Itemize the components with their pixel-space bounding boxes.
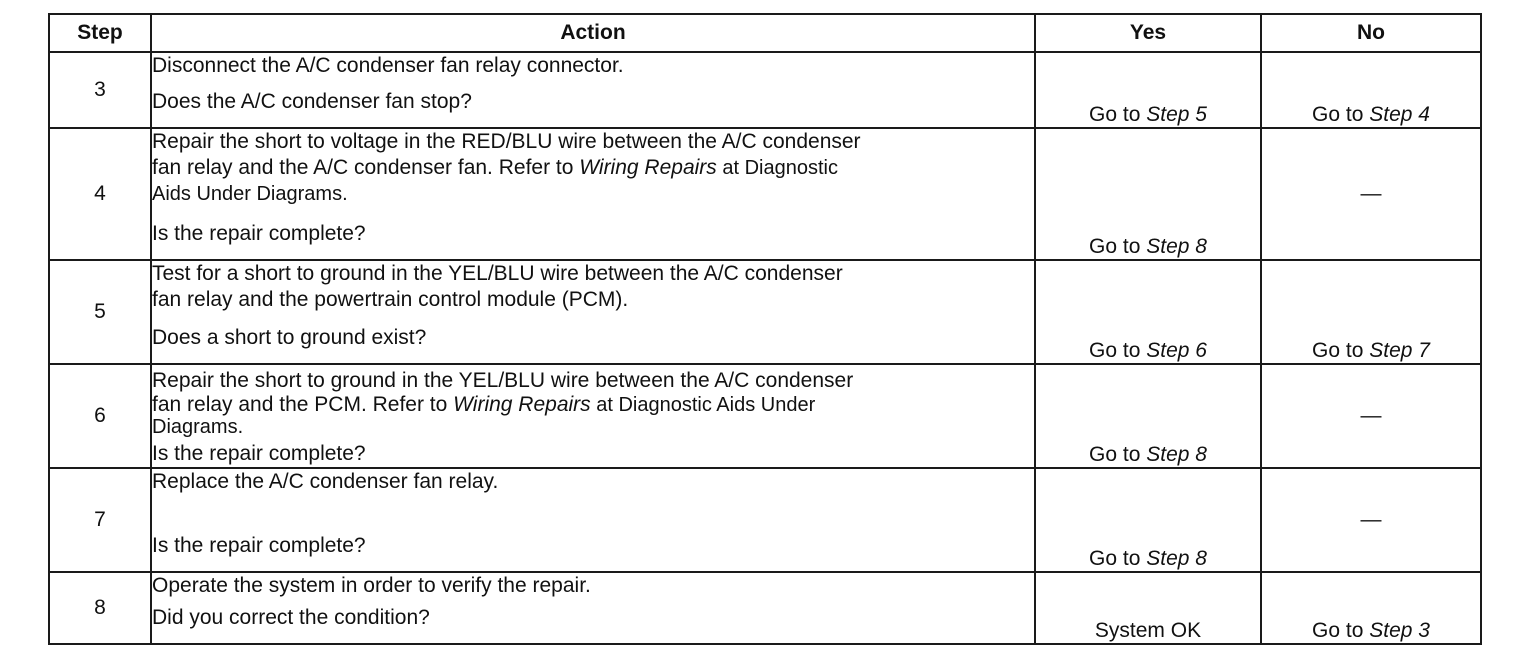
- step-number: 7: [49, 468, 151, 572]
- action-cell: [151, 468, 1035, 572]
- goto-prefix: Go to: [1089, 103, 1147, 126]
- no-target: Step 4: [1369, 103, 1430, 126]
- action-text-part: at Diagnostic Aids Under: [590, 394, 816, 416]
- action-cell: [151, 572, 1035, 644]
- no-cell: [1261, 260, 1481, 364]
- header-no: No: [1261, 14, 1481, 52]
- no-target: Step 7: [1369, 339, 1430, 362]
- yes-target: Step 8: [1146, 235, 1207, 258]
- diagnostic-procedure: [48, 13, 1480, 645]
- yes-cell: [1035, 128, 1261, 260]
- yes-target: Step 6: [1146, 339, 1207, 362]
- yes-target: Step 8: [1146, 443, 1207, 466]
- goto-prefix: Go to: [1089, 443, 1147, 466]
- action-text: Operate the system in order to verify the repair.: [152, 574, 591, 597]
- action-cell: [151, 260, 1035, 364]
- yes-target: Step 8: [1146, 547, 1207, 570]
- action-text: [152, 155, 1034, 181]
- goto-prefix: Go to: [1312, 619, 1370, 642]
- diagnostic-table: [48, 13, 1482, 645]
- action-question: Is the repair complete?: [152, 534, 366, 557]
- action-question: Did you correct the condition?: [152, 606, 430, 629]
- table-row: [49, 468, 1481, 572]
- header-action: Action: [151, 14, 1035, 52]
- action-text: Test for a short to ground in the YEL/BLU wire between the A/C condenser: [152, 262, 843, 285]
- no-cell: [1261, 52, 1481, 128]
- no-cell: —: [1261, 364, 1481, 468]
- no-cell: —: [1261, 468, 1481, 572]
- action-text-part: fan relay and the A/C condenser fan. Refer to: [152, 156, 580, 179]
- table-row: [49, 128, 1481, 260]
- goto-prefix: Go to: [1089, 547, 1147, 570]
- step-number: 8: [49, 572, 151, 644]
- table-row: [49, 364, 1481, 468]
- table-row: [49, 52, 1481, 128]
- header-row: [49, 14, 1481, 52]
- no-target: Step 3: [1369, 619, 1430, 642]
- wiring-repairs-ref: Wiring Repairs: [579, 156, 717, 179]
- goto-prefix: Go to: [1089, 235, 1147, 258]
- action-text: fan relay and the powertrain control module (PCM).: [152, 288, 629, 311]
- goto-prefix: Go to: [1312, 339, 1370, 362]
- action-text: Repair the short to ground in the YEL/BLU wire between the A/C condenser: [152, 369, 854, 392]
- goto-prefix: Go to: [1312, 103, 1370, 126]
- header-step: Step: [49, 14, 151, 52]
- table-row: [49, 572, 1481, 644]
- action-text: [152, 393, 1034, 417]
- step-number: 4: [49, 128, 151, 260]
- header-yes: Yes: [1035, 14, 1261, 52]
- action-text: Aids Under Diagrams.: [152, 183, 348, 205]
- action-text: Disconnect the A/C condenser fan relay connector.: [152, 54, 624, 77]
- no-cell: —: [1261, 128, 1481, 260]
- action-cell: [151, 364, 1035, 468]
- action-text: Repair the short to voltage in the RED/BLU wire between the A/C condenser: [152, 130, 861, 153]
- yes-cell: System OK: [1035, 572, 1261, 644]
- wiring-repairs-ref: Wiring Repairs: [453, 393, 591, 416]
- action-question: Does the A/C condenser fan stop?: [152, 90, 472, 113]
- yes-target: Step 5: [1146, 103, 1207, 126]
- action-cell: [151, 52, 1035, 128]
- action-text-part: at Diagnostic: [716, 157, 838, 179]
- step-number: 5: [49, 260, 151, 364]
- goto-prefix: Go to: [1089, 339, 1147, 362]
- no-cell: [1261, 572, 1481, 644]
- table-row: [49, 260, 1481, 364]
- yes-cell: [1035, 364, 1261, 468]
- action-question: Does a short to ground exist?: [152, 326, 427, 349]
- action-text: Replace the A/C condenser fan relay.: [152, 470, 499, 493]
- action-question: Is the repair complete?: [152, 222, 366, 245]
- action-text-part: fan relay and the PCM. Refer to: [152, 393, 454, 416]
- step-number: 3: [49, 52, 151, 128]
- action-text: Diagrams.: [152, 416, 244, 438]
- step-number: 6: [49, 364, 151, 468]
- action-cell: [151, 128, 1035, 260]
- yes-cell: [1035, 52, 1261, 128]
- yes-cell: [1035, 260, 1261, 364]
- yes-cell: [1035, 468, 1261, 572]
- action-question: Is the repair complete?: [152, 442, 366, 465]
